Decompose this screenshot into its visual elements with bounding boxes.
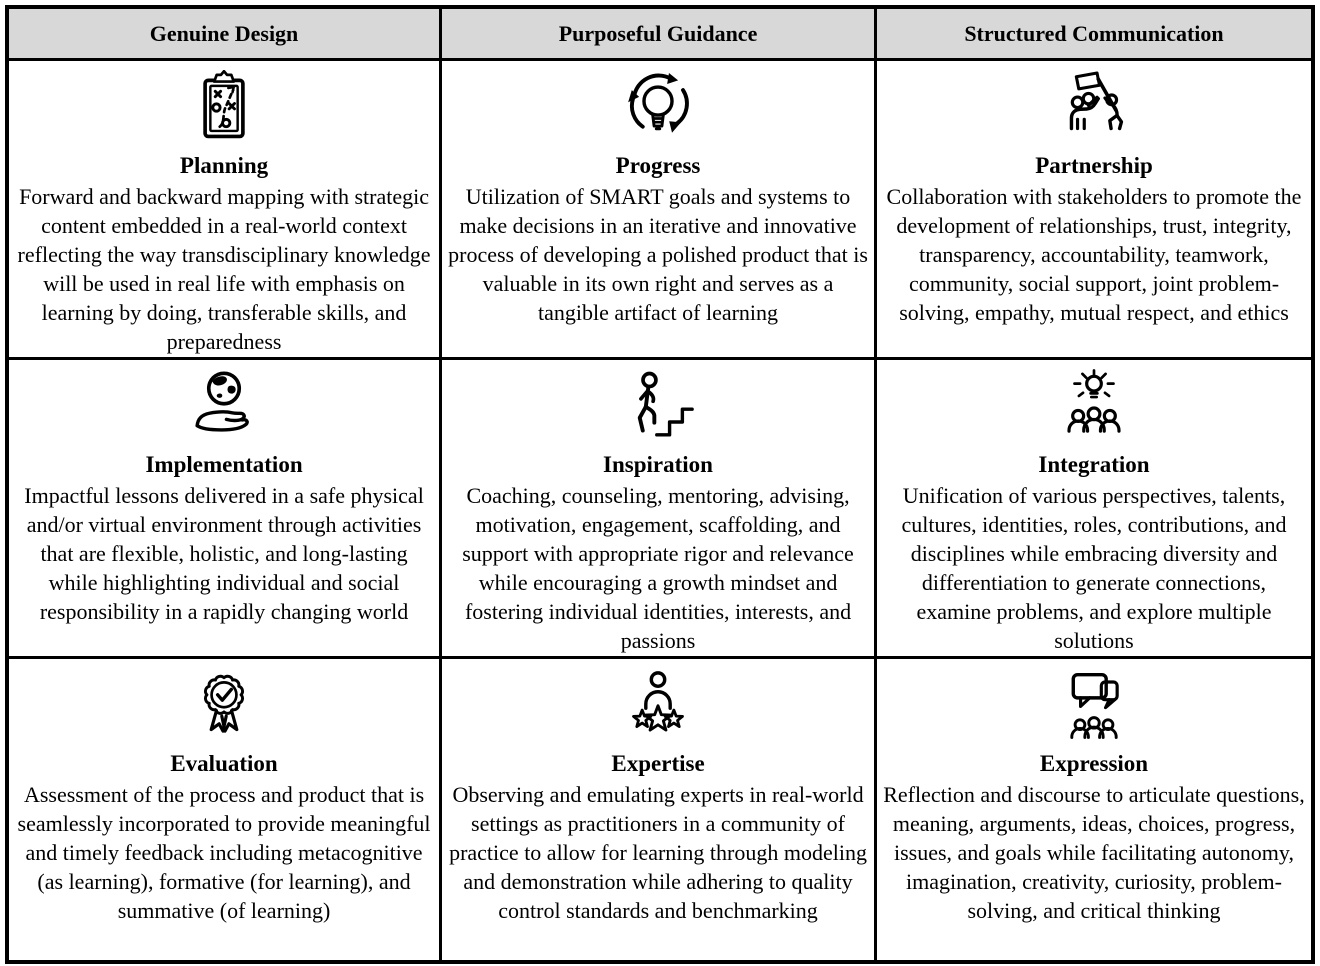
cell-partnership <box>875 60 1313 359</box>
cell-evaluation <box>7 658 441 962</box>
column-header-purposeful-guidance: Purposeful Guidance <box>441 7 876 60</box>
cell-progress <box>441 60 876 359</box>
person-stars-icon <box>447 662 869 749</box>
cell-title: Expression <box>1039 751 1149 776</box>
cell-description: Collaboration with stakeholders to promote the development of relationships, trust, integrity, transparency, accountability, teamwork, community, social support, joint problem-solving, empathy, mutual respect, and ethics <box>886 183 1302 325</box>
team-flag-icon <box>882 64 1306 151</box>
framework-table <box>5 5 1315 964</box>
column-header-structured-communication: Structured Communication <box>875 7 1313 60</box>
lightbulb-cycle-icon <box>447 64 869 151</box>
cell-title: Progress <box>615 153 701 178</box>
cell-description: Coaching, counseling, mentoring, advising, motivation, engagement, scaffolding, and support with appropriate rigor and relevance while encouraging a growth mindset and fostering individual identities, interests, and passions <box>462 482 854 653</box>
cell-implementation <box>7 359 441 658</box>
speech-bubbles-group-icon <box>882 662 1306 749</box>
cell-description: Observing and emulating experts in real-world settings as practitioners in a community of practice to allow for learning through modeling and demonstration while adhering to quality control standards and benchmarking <box>449 781 867 923</box>
cell-description: Unification of various perspectives, talents, cultures, identities, roles, contributions, and disciplines while embracing diversity and differentiation to generate connections, examine problems, and explore multiple solutions <box>901 482 1287 653</box>
strategy-clipboard-icon <box>14 64 434 151</box>
cell-title: Evaluation <box>170 751 278 776</box>
cell-integration <box>875 359 1313 658</box>
cell-expertise <box>441 658 876 962</box>
cell-description: Reflection and discourse to articulate questions, meaning, arguments, ideas, choices, progress, issues, and goals while facilitating autonomy, imagination, creativity, curiosity, problem-solving, and critical thinking <box>883 781 1305 923</box>
cell-title: Implementation <box>145 452 303 477</box>
award-ribbon-check-icon <box>14 662 434 749</box>
cell-title: Expertise <box>611 751 705 776</box>
cell-title: Inspiration <box>603 452 713 477</box>
cell-title: Partnership <box>1035 153 1153 178</box>
cell-title: Planning <box>179 153 269 178</box>
person-climbing-stairs-icon <box>447 363 869 450</box>
column-header-genuine-design: Genuine Design <box>7 7 441 60</box>
hand-globe-icon <box>14 363 434 450</box>
cell-expression <box>875 658 1313 962</box>
cell-planning <box>7 60 441 359</box>
cell-description: Impactful lessons delivered in a safe physical and/or virtual environment through activities that are flexible, holistic, and long-lasting while highlighting individual and social responsibility in a rapidly changing world <box>24 482 424 624</box>
cell-inspiration <box>441 359 876 658</box>
cell-description: Utilization of SMART goals and systems to make decisions in an iterative and innovative process of developing a polished product that is valuable in its own right and serves as a tangible artifact of learning <box>448 183 868 325</box>
cell-description: Forward and backward mapping with strategic content embedded in a real-world context reflecting the way transdisciplinary knowledge will be used in real life with emphasis on learning by doing, transferable skills, and preparedness <box>17 183 431 354</box>
idea-group-icon <box>882 363 1306 450</box>
cell-description: Assessment of the process and product that is seamlessly incorporated to provide meaningful and timely feedback including metacognitive (as learning), formative (for learning), and summative (of learning) <box>17 781 431 923</box>
cell-title: Integration <box>1038 452 1150 477</box>
